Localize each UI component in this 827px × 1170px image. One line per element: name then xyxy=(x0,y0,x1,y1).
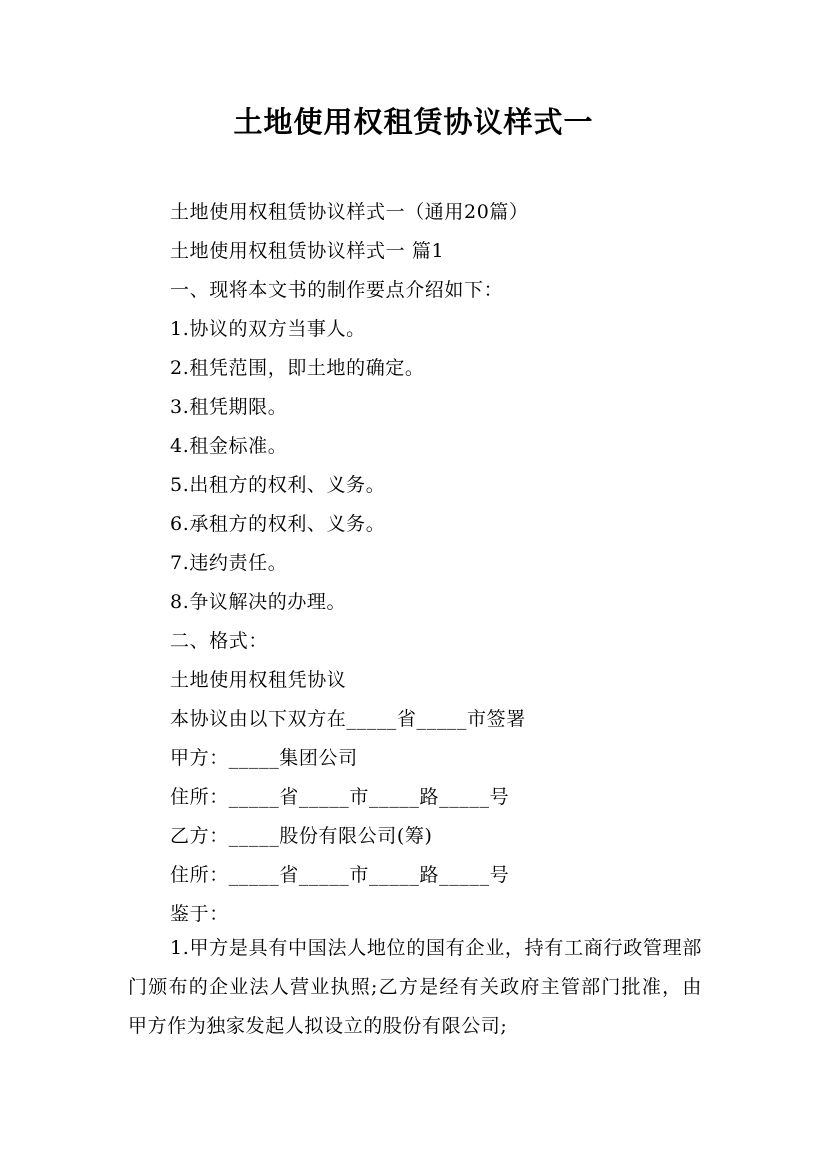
doc-line-intro: 一、现将本文书的制作要点介绍如下： xyxy=(170,279,504,301)
doc-line-point-1: 1.协议的双方当事人。 xyxy=(170,318,366,340)
document-title: 土地使用权租赁协议样式一 xyxy=(233,105,594,139)
doc-paragraph-recital-1: 1.甲方是具有中国法人地位的国有企业，持有工商行政管理部门颁布的企业法人营业执照;乙方是经有关政府主管部门批准，由甲方作为独家发起人拟设立的股份有限公司; xyxy=(128,937,702,1037)
doc-line-subtitle: 土地使用权租赁协议样式一（通用20篇） xyxy=(170,201,529,223)
doc-line-party-b-address: 住所：_____省_____市_____路_____号 xyxy=(170,864,510,886)
doc-line-section-heading: 土地使用权租赁协议样式一 篇1 xyxy=(170,240,445,262)
doc-line-point-5: 5.出租方的权利、义务。 xyxy=(170,474,386,496)
doc-line-point-7: 7.违约责任。 xyxy=(170,552,288,574)
doc-line-party-b: 乙方：_____股份有限公司(筹) xyxy=(170,825,433,847)
doc-line-format-heading: 二、格式： xyxy=(170,630,269,652)
doc-line-point-3: 3.租凭期限。 xyxy=(170,396,288,418)
doc-line-point-6: 6.承租方的权利、义务。 xyxy=(170,513,386,535)
doc-line-party-a-address: 住所：_____省_____市_____路_____号 xyxy=(170,786,510,808)
doc-line-point-8: 8.争议解决的办理。 xyxy=(170,591,347,613)
doc-line-point-2: 2.租凭范围，即土地的确定。 xyxy=(170,357,425,379)
doc-line-party-a: 甲方：_____集团公司 xyxy=(170,747,358,769)
doc-line-signing-place: 本协议由以下双方在_____省_____市签署 xyxy=(170,708,526,730)
doc-line-agreement-title: 土地使用权租凭协议 xyxy=(170,669,347,691)
doc-line-point-4: 4.租金标准。 xyxy=(170,435,288,457)
doc-line-whereas: 鉴于： xyxy=(170,903,229,925)
